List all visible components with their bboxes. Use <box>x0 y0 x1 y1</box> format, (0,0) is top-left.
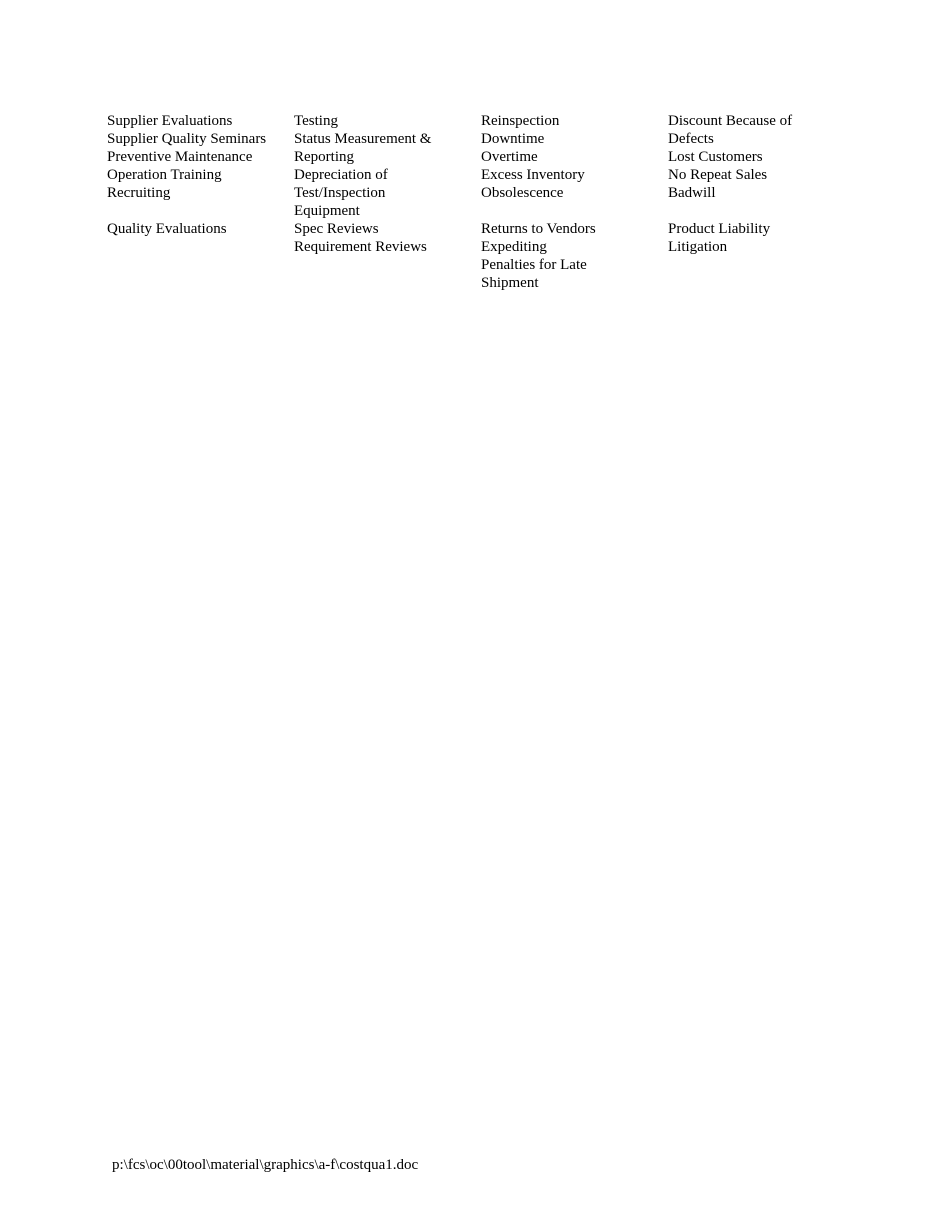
column-2-line: Requirement Reviews <box>294 239 427 255</box>
footer-file-path: p:\fcs\oc\00tool\material\graphics\a-f\costqua1.doc <box>112 1157 419 1173</box>
column-1-line: Recruiting <box>107 185 171 201</box>
column-3-line: Expediting <box>481 239 547 255</box>
column-2-line: Reporting <box>294 149 354 165</box>
column-4-spacer <box>668 202 848 220</box>
column-1-line: Operation Training <box>107 167 222 183</box>
column-2-line: Depreciation of <box>294 167 388 183</box>
column-3-line: Penalties for Late <box>481 257 587 273</box>
column-2-line: Status Measurement & <box>294 131 432 147</box>
cost-category-columns <box>107 112 867 302</box>
column-3-line: Downtime <box>481 131 545 147</box>
column-2-line: Equipment <box>294 203 360 219</box>
column-1 <box>107 112 287 238</box>
column-4-line: Badwill <box>668 185 716 201</box>
column-1-line: Supplier Quality Seminars <box>107 131 267 147</box>
column-3 <box>481 112 661 292</box>
column-4-line: No Repeat Sales <box>668 167 768 183</box>
column-4 <box>668 112 848 256</box>
column-3-spacer <box>481 202 661 220</box>
column-1-line: Preventive Maintenance <box>107 149 253 165</box>
column-3-line: Shipment <box>481 275 539 291</box>
column-3-line: Obsolescence <box>481 185 564 201</box>
column-1-spacer <box>107 202 287 220</box>
column-4-line: Defects <box>668 131 714 147</box>
column-2 <box>294 112 474 256</box>
column-3-line: Returns to Vendors <box>481 221 596 237</box>
column-1-line: Supplier Evaluations <box>107 113 233 129</box>
column-2-line: Testing <box>294 113 338 129</box>
column-1-line: Quality Evaluations <box>107 221 227 237</box>
column-3-line: Reinspection <box>481 113 560 129</box>
column-4-line: Lost Customers <box>668 149 763 165</box>
column-4-line: Litigation <box>668 239 728 255</box>
column-2-line: Spec Reviews <box>294 221 379 237</box>
column-2-line: Test/Inspection <box>294 185 386 201</box>
column-3-line: Overtime <box>481 149 538 165</box>
column-3-line: Excess Inventory <box>481 167 585 183</box>
column-4-line: Discount Because of <box>668 113 793 129</box>
column-4-line: Product Liability <box>668 221 771 237</box>
